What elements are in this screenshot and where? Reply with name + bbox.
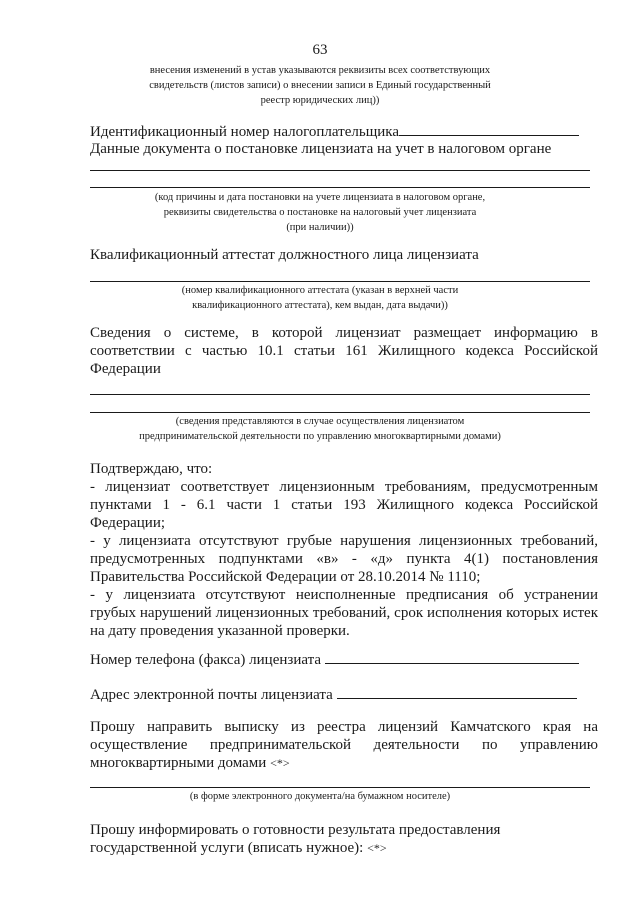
extract-field-line[interactable] — [90, 787, 590, 788]
confirm-item-3: - у лицензиата отсутствуют неисполненные предписания об устранении грубых нарушений лицензионных требований, срок исполнения которых истек на дату проведения указанной проверки. — [90, 587, 598, 639]
phone-label: Номер телефона (факса) лицензиата — [90, 652, 322, 668]
confirm-item-1: - лицензиат соответствует лицензионным требованиям, предусмотренным пунктами 1 - 6.1 части 1 статьи 193 Жилищного кодекса Российской Федерации; — [90, 479, 598, 531]
page-number: 63 — [312, 42, 328, 58]
extract-note: (в форме электронного документа/на бумажном носителе) — [189, 791, 451, 802]
extract-mark: <*> — [270, 756, 290, 770]
qual-note-line-1: (номер квалификационного аттестата (указан в верхней части — [181, 285, 459, 296]
inform-mark: <*> — [367, 841, 387, 855]
tax-doc-label: Данные документа о постановке лицензиата на учет в налоговом органе — [90, 141, 552, 157]
phone-row — [90, 649, 598, 669]
top-note-line-1: внесения изменений в устав указываются реквизиты всех соответствующих — [149, 65, 491, 76]
system-field-line-2[interactable] — [90, 412, 590, 413]
inn-field[interactable] — [399, 121, 579, 136]
qual-note — [0, 283, 640, 313]
inform-text-2: государственной услуги (вписать нужное): — [90, 840, 364, 856]
qual-label: Квалификационный аттестат должностного лица лицензиата — [90, 247, 479, 263]
top-note-line-3: реестр юридических лиц)) — [260, 95, 380, 106]
confirm-heading: Подтверждаю, что: — [90, 461, 213, 477]
extract-block — [90, 718, 598, 772]
inform-text-1: Прошу информировать о готовности результата предоставления — [90, 822, 501, 838]
system-note-line-2: предпринимательской деятельности по управлению многоквартирными домами) — [139, 431, 501, 442]
system-note — [0, 414, 640, 444]
inn-label: Идентификационный номер налогоплательщика — [90, 124, 400, 140]
system-field-line-1[interactable] — [90, 394, 590, 395]
phone-field[interactable] — [325, 649, 579, 664]
email-field[interactable] — [337, 684, 577, 699]
confirm-item-2: - у лицензиата отсутствуют грубые нарушения лицензионных требований, предусмотренных подпунктами «в» - «д» пункта 4(1) постановления Правительства Российской Федерации от 28.10.2014 № 1110; — [90, 533, 598, 585]
confirm-block — [90, 460, 598, 640]
tax-note-line-1: (код причины и дата постановки на учете лицензиата в налоговом органе, — [154, 192, 486, 203]
system-text: Сведения о системе, в которой лицензиат размещает информацию в соответствии с частью 10.1 статьи 161 Жилищного кодекса Российской Федерации — [90, 325, 598, 377]
inn-row — [90, 121, 598, 141]
tax-note — [0, 190, 640, 235]
email-label: Адрес электронной почты лицензиата — [90, 687, 333, 703]
tax-doc-field-line-2[interactable] — [90, 187, 590, 188]
inform-text-2-row — [90, 839, 598, 857]
extract-text: Прошу направить выписку из реестра лицензий Камчатского края на осуществление предпринимательской деятельности по управлению многоквартирными домами — [90, 719, 598, 771]
top-note-line-2: свидетельств (листов записи) о внесении записи в Единый государственный — [149, 80, 491, 91]
qual-field-line[interactable] — [90, 281, 590, 282]
tax-doc-field-line-1[interactable] — [90, 170, 590, 171]
top-note — [0, 63, 640, 108]
system-note-line-1: (сведения представляются в случае осуществления лицензиатом — [175, 416, 465, 427]
qual-note-line-2: квалификационного аттестата), кем выдан, дата выдачи)) — [192, 300, 448, 311]
tax-note-line-3: (при наличии)) — [286, 222, 354, 233]
inform-block — [90, 821, 598, 857]
tax-note-line-2: реквизиты свидетельства о постановке на налоговый учет лицензиата — [163, 207, 477, 218]
email-row — [90, 684, 598, 704]
